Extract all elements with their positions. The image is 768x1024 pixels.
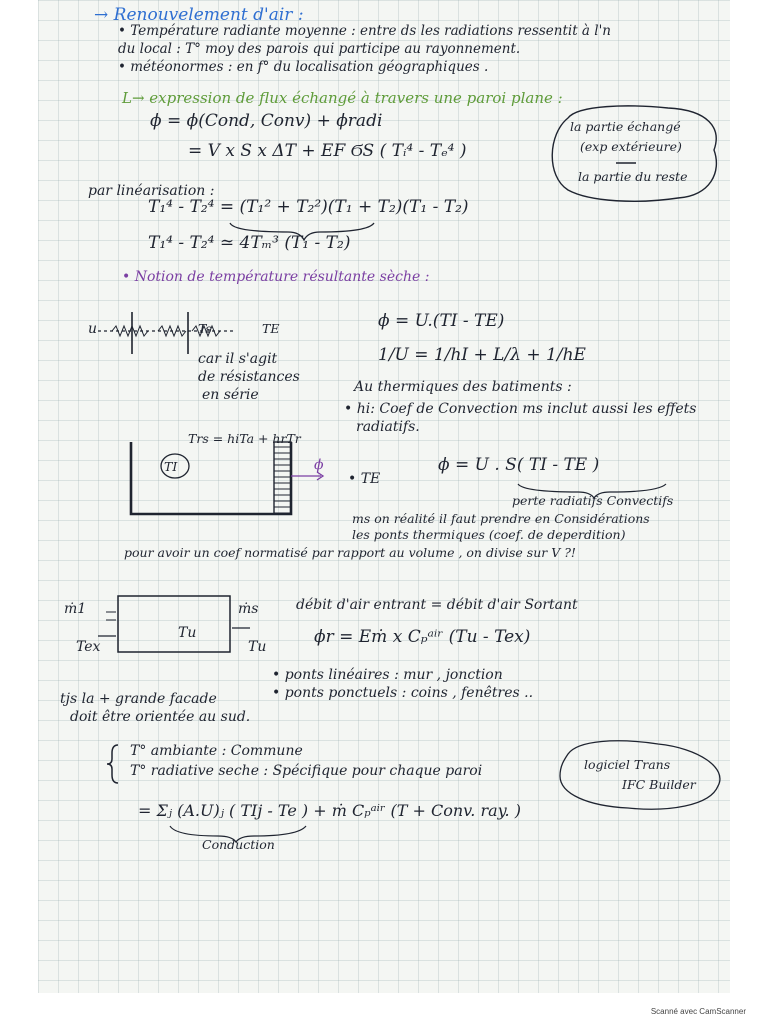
- room-label-trs: Trs = hiTa + hrTr: [188, 431, 301, 446]
- wall-label-u: u: [88, 321, 98, 337]
- text-line: du local : T° moy des parois qui participe au rayonnement.: [118, 41, 521, 57]
- wall-label-ts: Ts: [198, 321, 212, 336]
- text-line: débit d'air entrant = débit d'air Sortant: [296, 597, 578, 613]
- equation-phi: ϕ = ϕ(Cond, Conv) + ϕradi: [150, 111, 383, 131]
- box-label-tex: Tex: [76, 639, 101, 655]
- note-line: de résistances: [198, 369, 300, 385]
- equation-linearisation-2: T₁⁴ - T₂⁴ ≃ 4Tₘ³ (T₁ - T₂): [148, 233, 351, 253]
- text-line: • ponts ponctuels : coins , fenêtres ..: [272, 685, 534, 701]
- text-line: • météonormes : en f° du localisation géographiques .: [118, 59, 489, 75]
- scanner-footer: Scanné avec CamScanner: [650, 1007, 746, 1016]
- box-label-ms: ṁs: [238, 601, 259, 617]
- equation-phi-r: ϕr = Eṁ x Cₚᵃⁱʳ (Tu - Tex): [314, 627, 531, 647]
- text-line: radiatifs.: [356, 419, 420, 435]
- text-line: doit être orientée au sud.: [70, 709, 251, 725]
- text-line: • hi: Coef de Convection ms inclut aussi les effets: [344, 401, 697, 417]
- room-label-phi: ϕ: [314, 457, 324, 473]
- bubble-text: (exp extérieure): [580, 139, 682, 154]
- equation-linearisation-1: T₁⁴ - T₂⁴ = (T₁² + T₂²)(T₁ + T₂)(T₁ - T₂): [148, 197, 469, 217]
- note-line: en série: [202, 387, 259, 403]
- equation-phi-u: ϕ = U.(TI - TE): [378, 311, 505, 331]
- box-label-tu-out: Tu: [248, 639, 267, 655]
- label-linearisation: par linéarisation :: [88, 183, 215, 199]
- equation-phi-us: ϕ = U . S( TI - TE ): [438, 455, 600, 475]
- text-line: tjs la + grande facade: [60, 691, 217, 707]
- section-title-renouvellement: → Renouvelement d'air :: [94, 5, 304, 25]
- equation-inverse-u: 1/U = 1/hI + L/λ + 1/hE: [378, 345, 586, 365]
- bubble-text: la partie échangé: [570, 119, 681, 134]
- text-line: • ponts linéaires : mur , jonction: [272, 667, 503, 683]
- section-title-resultante: • Notion de température résultante sèche :: [122, 269, 430, 285]
- bubble-text: la partie du reste: [578, 169, 688, 184]
- text-line: T° radiative seche : Spécifique pour chaque paroi: [130, 763, 483, 779]
- wall-label-te: TE: [262, 321, 280, 336]
- room-label-te: • TE: [348, 471, 381, 487]
- section-heading-flux: L→ expression de flux échangé à travers une paroi plane :: [122, 89, 563, 107]
- box-label-tu: Tu: [178, 625, 197, 641]
- room-label-ti: TI: [164, 459, 178, 474]
- text-line: T° ambiante : Commune: [130, 743, 303, 759]
- note-line: car il s'agit: [198, 351, 278, 367]
- note-line: les ponts thermiques (coef. de deperdition): [352, 527, 626, 542]
- text-line: Au thermiques des batiments :: [354, 379, 572, 395]
- equation-phi-expanded: = V x S x ΔT + EF ϬS ( Tᵢ⁴ - Tₑ⁴ ): [188, 141, 467, 161]
- box-label-m1: ṁ1: [64, 601, 87, 617]
- text-line: • Température radiante moyenne : entre ds les radiations ressentit à l'n: [118, 23, 611, 39]
- notebook-page: [38, 0, 730, 993]
- note-line: pour avoir un coef normatisé par rapport au volume , on divise sur V ?!: [124, 545, 576, 560]
- note-line: perte radiatifs Convectifs: [512, 493, 674, 508]
- label-conduction: Conduction: [202, 837, 275, 852]
- equation-final: = Σⱼ (A.U)ⱼ ( TIj - Te ) + ṁ Cₚᵃⁱʳ (T + Conv. ray. ): [138, 801, 521, 820]
- bubble-text: IFC Builder: [622, 777, 696, 792]
- note-line: ms on réalité il faut prendre en Considérations: [352, 511, 650, 526]
- bubble-text: logiciel Trans: [584, 757, 671, 772]
